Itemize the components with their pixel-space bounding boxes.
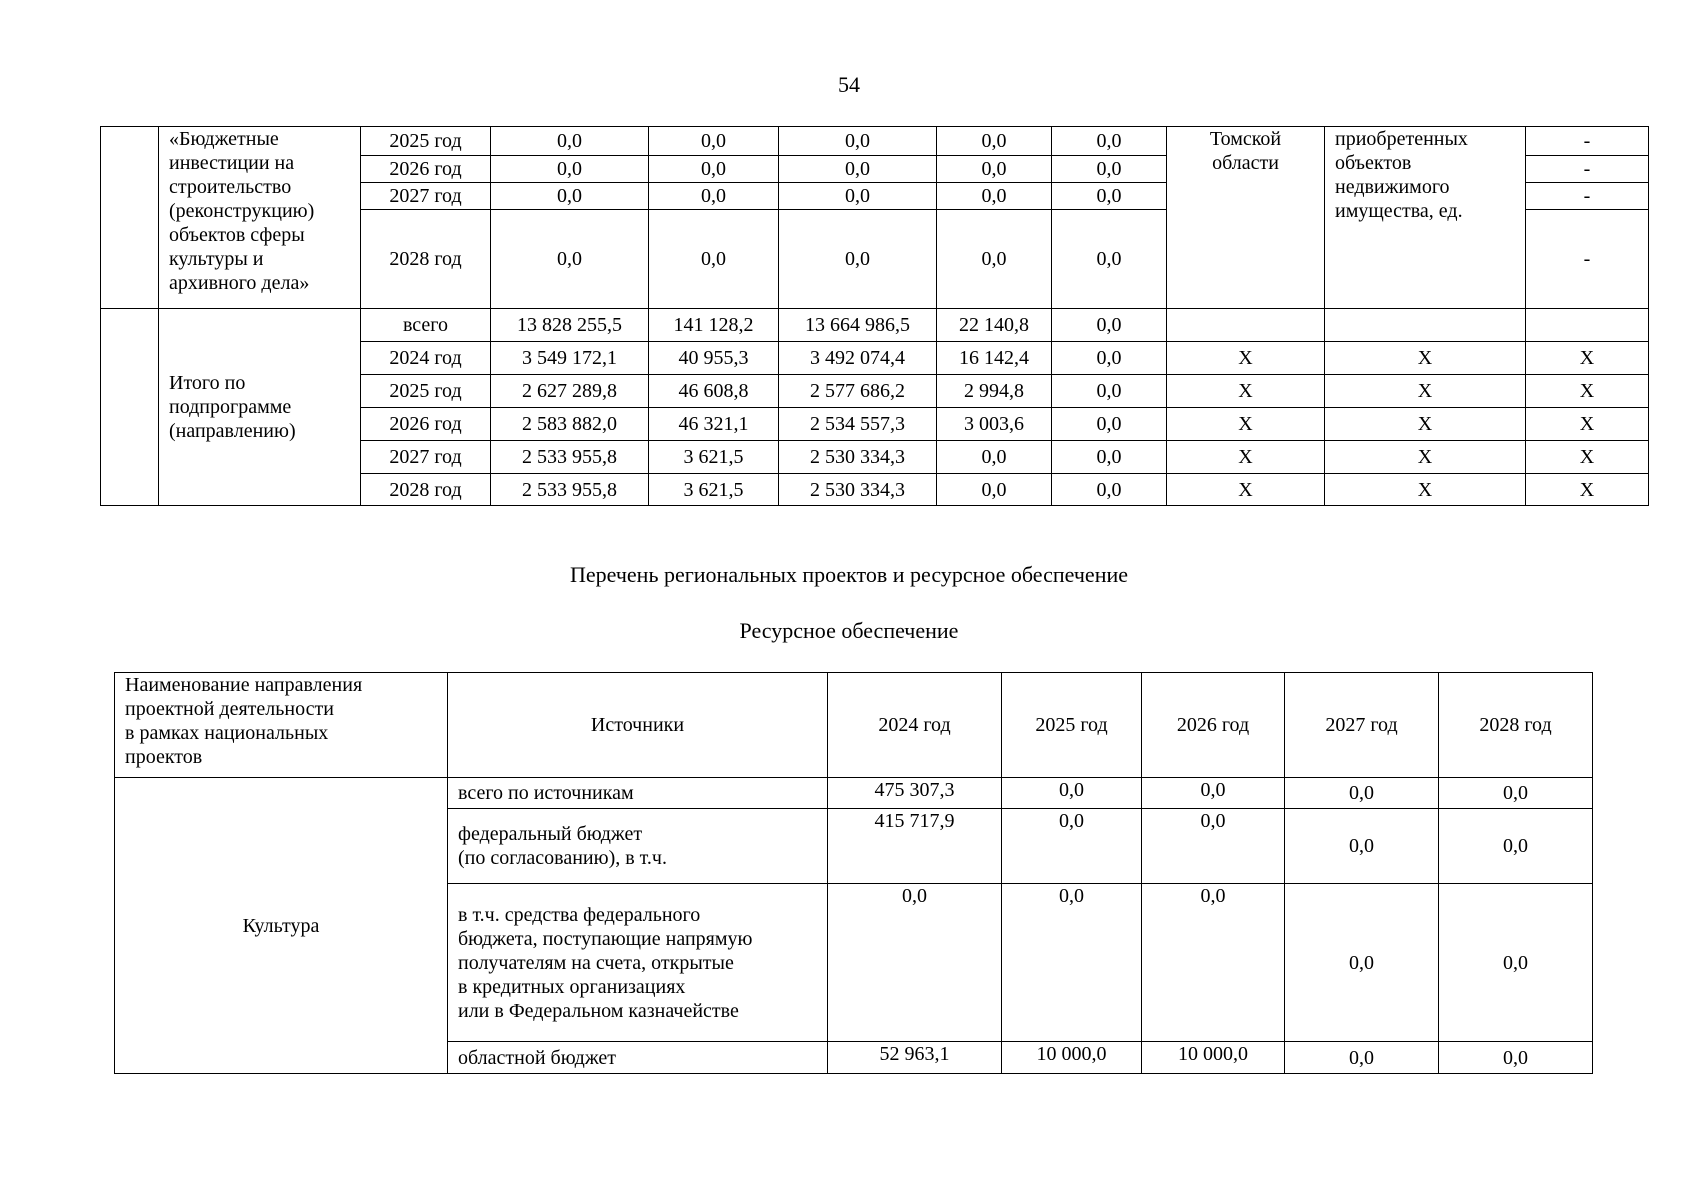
header-2024: 2024 год (828, 673, 1002, 778)
value-cell: 13 664 986,5 (779, 309, 937, 342)
value-cell: 0,0 (649, 156, 779, 183)
value-cell: 46 608,8 (649, 375, 779, 408)
header-2028: 2028 год (1439, 673, 1593, 778)
row-number-cell (101, 127, 159, 309)
value-cell: 2 583 882,0 (491, 408, 649, 441)
mark-cell (1325, 309, 1526, 342)
section-heading: Перечень региональных проектов и ресурсное обеспечение (569, 562, 1129, 587)
header-2026: 2026 год (1142, 673, 1285, 778)
value-cell: 0,0 (937, 183, 1052, 210)
value-cell: 0,0 (1439, 778, 1593, 809)
year-cell: 2026 год (361, 408, 491, 441)
header-sources: Источники (448, 673, 828, 778)
value-cell: 2 994,8 (937, 375, 1052, 408)
value-cell: 0,0 (491, 183, 649, 210)
indicator-cell: приобретенных объектов недвижимого имущества, ед. (1325, 127, 1526, 309)
target-cell: - (1526, 127, 1649, 156)
value-cell: 0,0 (1439, 809, 1593, 884)
value-cell: 13 828 255,5 (491, 309, 649, 342)
table-row (101, 127, 1649, 156)
value-cell: 2 530 334,3 (779, 474, 937, 506)
value-cell: 0,0 (1285, 1042, 1439, 1074)
block-name-cell: «Бюджетные инвестиции на строительство (реконструкцию) объектов сферы культуры и архивного дела» (159, 127, 361, 309)
value-cell: 0,0 (1002, 778, 1142, 809)
subprogram-table (100, 126, 1649, 506)
value-cell: 10 000,0 (1002, 1042, 1142, 1074)
mark-cell: X (1167, 474, 1325, 506)
header-2027: 2027 год (1285, 673, 1439, 778)
value-cell: 0,0 (1052, 441, 1167, 474)
value-cell: 46 321,1 (649, 408, 779, 441)
target-cell: - (1526, 183, 1649, 210)
value-cell: 0,0 (937, 210, 1052, 309)
row-number-cell (101, 309, 159, 506)
year-cell: всего (361, 309, 491, 342)
value-cell: 0,0 (779, 183, 937, 210)
value-cell: 2 577 686,2 (779, 375, 937, 408)
mark-cell: X (1325, 408, 1526, 441)
value-cell: 40 955,3 (649, 342, 779, 375)
value-cell: 0,0 (937, 441, 1052, 474)
page-number: 54 (838, 72, 860, 97)
value-cell: 0,0 (649, 183, 779, 210)
value-cell: 2 534 557,3 (779, 408, 937, 441)
mark-cell: X (1325, 474, 1526, 506)
value-cell: 0,0 (1052, 210, 1167, 309)
value-cell: 0,0 (1052, 342, 1167, 375)
header-2025: 2025 год (1002, 673, 1142, 778)
value-cell: 0,0 (1052, 408, 1167, 441)
year-cell: 2027 год (361, 441, 491, 474)
value-cell: 0,0 (1052, 309, 1167, 342)
value-cell: 0,0 (1439, 884, 1593, 1042)
table-row (115, 778, 1593, 809)
value-cell: 0,0 (1285, 884, 1439, 1042)
source-cell: в т.ч. средства федерального бюджета, поступающие напрямую получателям на счета, открытые в кредитных организациях или в Федеральном казначействе (448, 884, 828, 1042)
value-cell: 0,0 (1439, 1042, 1593, 1074)
value-cell: 0,0 (1142, 778, 1285, 809)
value-cell: 141 128,2 (649, 309, 779, 342)
value-cell: 0,0 (491, 210, 649, 309)
value-cell: 0,0 (937, 156, 1052, 183)
value-cell: 22 140,8 (937, 309, 1052, 342)
year-cell: 2025 год (361, 375, 491, 408)
value-cell: 0,0 (828, 884, 1002, 1042)
value-cell: 0,0 (1285, 778, 1439, 809)
value-cell: 0,0 (1052, 474, 1167, 506)
year-cell: 2024 год (361, 342, 491, 375)
target-cell: - (1526, 156, 1649, 183)
mark-cell (1167, 309, 1325, 342)
year-cell: 2028 год (361, 210, 491, 309)
mark-cell: X (1325, 342, 1526, 375)
value-cell: 0,0 (779, 127, 937, 156)
value-cell: 3 621,5 (649, 441, 779, 474)
responsible-cell: Томской области (1167, 127, 1325, 309)
value-cell: 10 000,0 (1142, 1042, 1285, 1074)
source-cell: всего по источникам (448, 778, 828, 809)
value-cell: 3 549 172,1 (491, 342, 649, 375)
value-cell: 0,0 (491, 127, 649, 156)
value-cell: 0,0 (779, 156, 937, 183)
mark-cell: X (1526, 474, 1649, 506)
mark-cell: X (1167, 342, 1325, 375)
value-cell: 0,0 (1052, 183, 1167, 210)
value-cell: 475 307,3 (828, 778, 1002, 809)
value-cell: 0,0 (1052, 127, 1167, 156)
value-cell: 3 003,6 (937, 408, 1052, 441)
mark-cell: X (1325, 441, 1526, 474)
year-cell: 2027 год (361, 183, 491, 210)
value-cell: 0,0 (937, 127, 1052, 156)
mark-cell: X (1526, 375, 1649, 408)
value-cell: 0,0 (1002, 884, 1142, 1042)
mark-cell: X (1167, 441, 1325, 474)
value-cell: 0,0 (937, 474, 1052, 506)
value-cell: 0,0 (491, 156, 649, 183)
header-row (115, 673, 1593, 778)
year-cell: 2026 год (361, 156, 491, 183)
value-cell: 3 621,5 (649, 474, 779, 506)
value-cell: 0,0 (1052, 375, 1167, 408)
table-row (101, 309, 1649, 342)
value-cell: 2 627 289,8 (491, 375, 649, 408)
value-cell: 2 533 955,8 (491, 474, 649, 506)
mark-cell: X (1526, 441, 1649, 474)
value-cell: 0,0 (1285, 809, 1439, 884)
value-cell: 0,0 (649, 210, 779, 309)
value-cell: 0,0 (649, 127, 779, 156)
value-cell: 2 530 334,3 (779, 441, 937, 474)
mark-cell: X (1526, 408, 1649, 441)
value-cell: 0,0 (779, 210, 937, 309)
value-cell: 0,0 (1002, 809, 1142, 884)
value-cell: 3 492 074,4 (779, 342, 937, 375)
value-cell: 2 533 955,8 (491, 441, 649, 474)
value-cell: 0,0 (1142, 884, 1285, 1042)
value-cell: 0,0 (1142, 809, 1285, 884)
source-cell: областной бюджет (448, 1042, 828, 1074)
mark-cell (1526, 309, 1649, 342)
mark-cell: X (1167, 375, 1325, 408)
value-cell: 415 717,9 (828, 809, 1002, 884)
year-cell: 2028 год (361, 474, 491, 506)
target-cell: - (1526, 210, 1649, 309)
mark-cell: X (1526, 342, 1649, 375)
header-name: Наименование направления проектной деятельности в рамках национальных проектов (115, 673, 448, 778)
mark-cell: X (1167, 408, 1325, 441)
resource-table (114, 672, 1593, 1074)
group-name-cell: Культура (115, 778, 448, 1074)
source-cell: федеральный бюджет (по согласованию), в т.ч. (448, 809, 828, 884)
total-name-cell: Итого по подпрограмме (направлению) (159, 309, 361, 506)
section-subheading: Ресурсное обеспечение (739, 618, 959, 643)
mark-cell: X (1325, 375, 1526, 408)
value-cell: 16 142,4 (937, 342, 1052, 375)
value-cell: 0,0 (1052, 156, 1167, 183)
value-cell: 52 963,1 (828, 1042, 1002, 1074)
year-cell: 2025 год (361, 127, 491, 156)
